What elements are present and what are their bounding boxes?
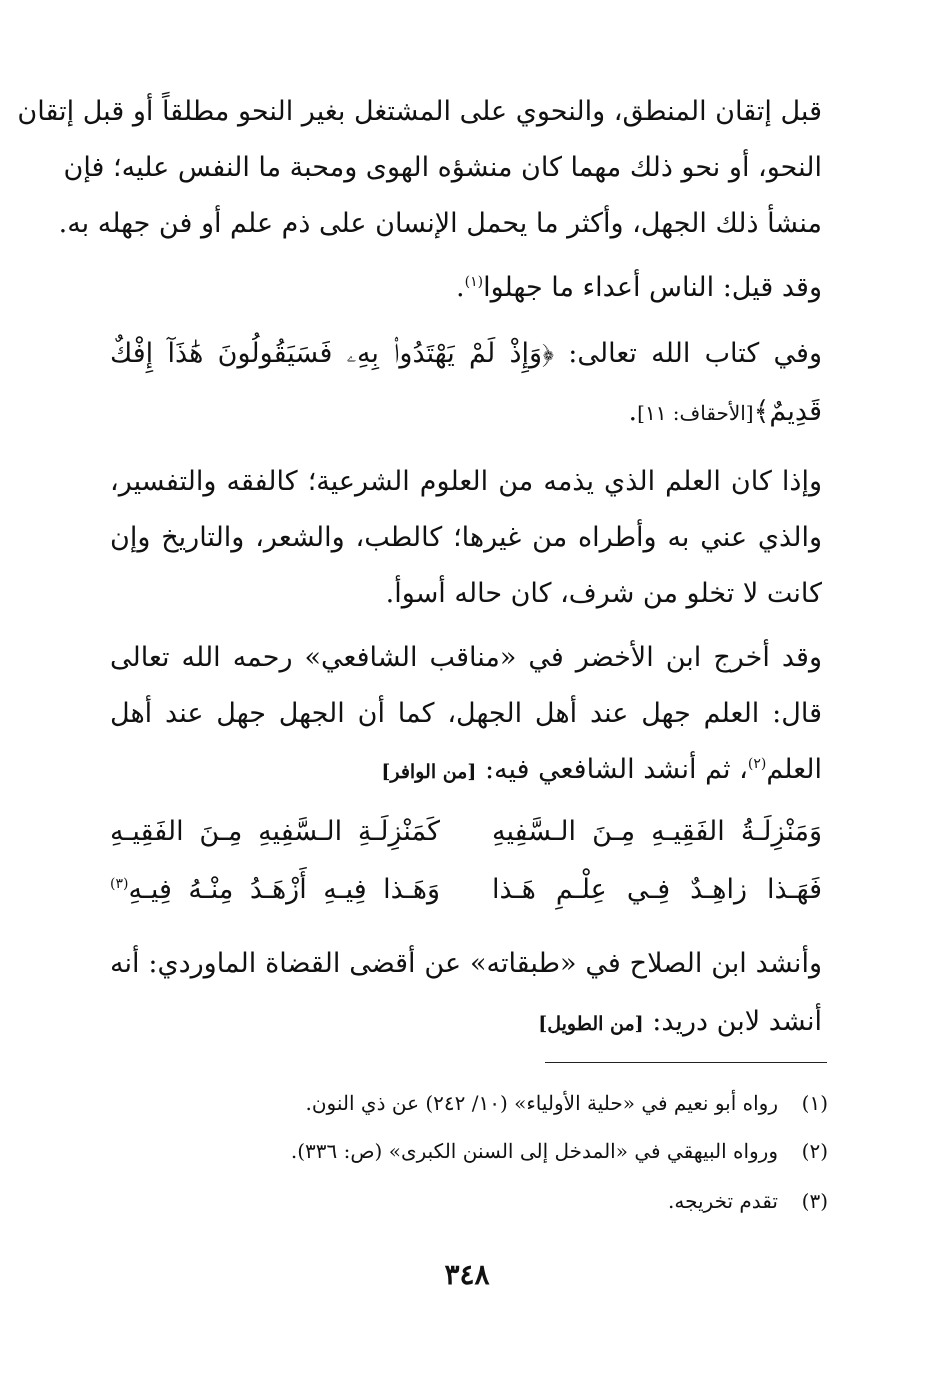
- body-line: [110, 260, 822, 316]
- body-line: [110, 994, 822, 1050]
- footnote: [128, 1130, 828, 1172]
- punctuation: .: [628, 396, 638, 427]
- body-line: وفي كتاب الله تعالى: ﴿وَإِذْ لَمْ يَهْتَدُوا۟ بِهِۦ فَسَيَقُولُونَ هَٰذَآ إِفْكٌ: [110, 338, 822, 369]
- quran-ayah: قَدِيمٌ﴾: [753, 396, 822, 427]
- page-number: ٣٤٨: [444, 1258, 490, 1291]
- body-line: قبل إتقان المنطق، والنحوي على المشتغل بغير النحو مطلقاً أو قبل إتقان: [17, 96, 822, 127]
- body-line: والذي عني به وأطراه من غيرها؛ كالطب، والشعر، والتاريخ وإن: [110, 522, 822, 553]
- poem-verse: [110, 864, 822, 916]
- punctuation: .: [456, 272, 465, 303]
- body-text: العلم: [766, 754, 822, 785]
- footnote-number: (١): [801, 1091, 828, 1115]
- body-line: منشأ ذلك الجهل، وأكثر ما يحمل الإنسان على ذم علم أو فن جهله به.: [58, 208, 822, 239]
- meter-tag: [من الطويل]: [538, 1013, 644, 1035]
- footnote-text: ورواه البيهقي في «المدخل إلى السنن الكبرى» (ص: ٣٣٦).: [290, 1139, 778, 1163]
- footnote-separator: [545, 1062, 827, 1063]
- footnote-number: (٢): [801, 1139, 828, 1163]
- body-line: النحو، أو نحو ذلك مهما كان منشؤه الهوى ومحبة ما النفس عليه؛ فإن: [63, 152, 822, 183]
- body-line: [110, 384, 822, 440]
- footnote-text: تقدم تخريجه.: [668, 1189, 778, 1213]
- verse-ajuz: [110, 864, 440, 916]
- body-text: أنشد لابن دريد:: [652, 1006, 822, 1037]
- meter-tag: [من الوافر]: [381, 761, 477, 783]
- quote-text: وقد قيل: الناس أعداء ما جهلوا: [483, 272, 822, 303]
- footnote-ref[interactable]: (١): [464, 274, 484, 290]
- verse-ajuz-text: وَهَـذا فِيـهِ أَزْهَـدُ مِنْـهُ فِيـهِ: [128, 874, 440, 905]
- body-line: وإذا كان العلم الذي يذمه من العلوم الشرعية؛ كالفقه والتفسير،: [110, 466, 822, 497]
- ayah-reference: [الأحقاف: ١١]: [637, 401, 754, 425]
- footnote: [128, 1082, 828, 1124]
- body-line: وأنشد ابن الصلاح في «طبقاته» عن أقضى القضاة الماوردي: أنه: [110, 948, 822, 979]
- footnote-ref[interactable]: (٣): [110, 876, 129, 892]
- poem-verse: [110, 806, 822, 858]
- footnote-text: رواه أبو نعيم في «حلية الأولياء» (١٠/ ٢٤٢) عن ذي النون.: [305, 1091, 778, 1115]
- verse-ajuz: كَمَنْزِلَـةِ الـسَّفِيهِ مِـنَ الفَقِيـهِ: [110, 816, 440, 847]
- footnote-number: (٣): [801, 1189, 828, 1213]
- footnote-ref[interactable]: (٢): [747, 756, 767, 772]
- body-line: قال: العلم جهل عند أهل الجهل، كما أن الجهل جهل عند أهل: [110, 698, 822, 729]
- verse-sadr: وَمَنْزِلَـةُ الفَقِيـهِ مِـنَ الـسَّفِيهِ: [492, 816, 822, 847]
- body-line: كانت لا تخلو من شرف، كان حاله أسوأ.: [385, 578, 822, 609]
- body-line: وقد أخرج ابن الأخضر في «مناقب الشافعي» رحمه الله تعالى: [110, 642, 822, 673]
- body-line: [110, 742, 822, 798]
- verse-sadr: فَهَـذا زاهِـدٌ فِـي عِلْـمِ هَـذا: [492, 874, 822, 905]
- body-text: ، ثم أنشد الشافعي فيه:: [484, 754, 748, 785]
- footnote: [128, 1180, 828, 1222]
